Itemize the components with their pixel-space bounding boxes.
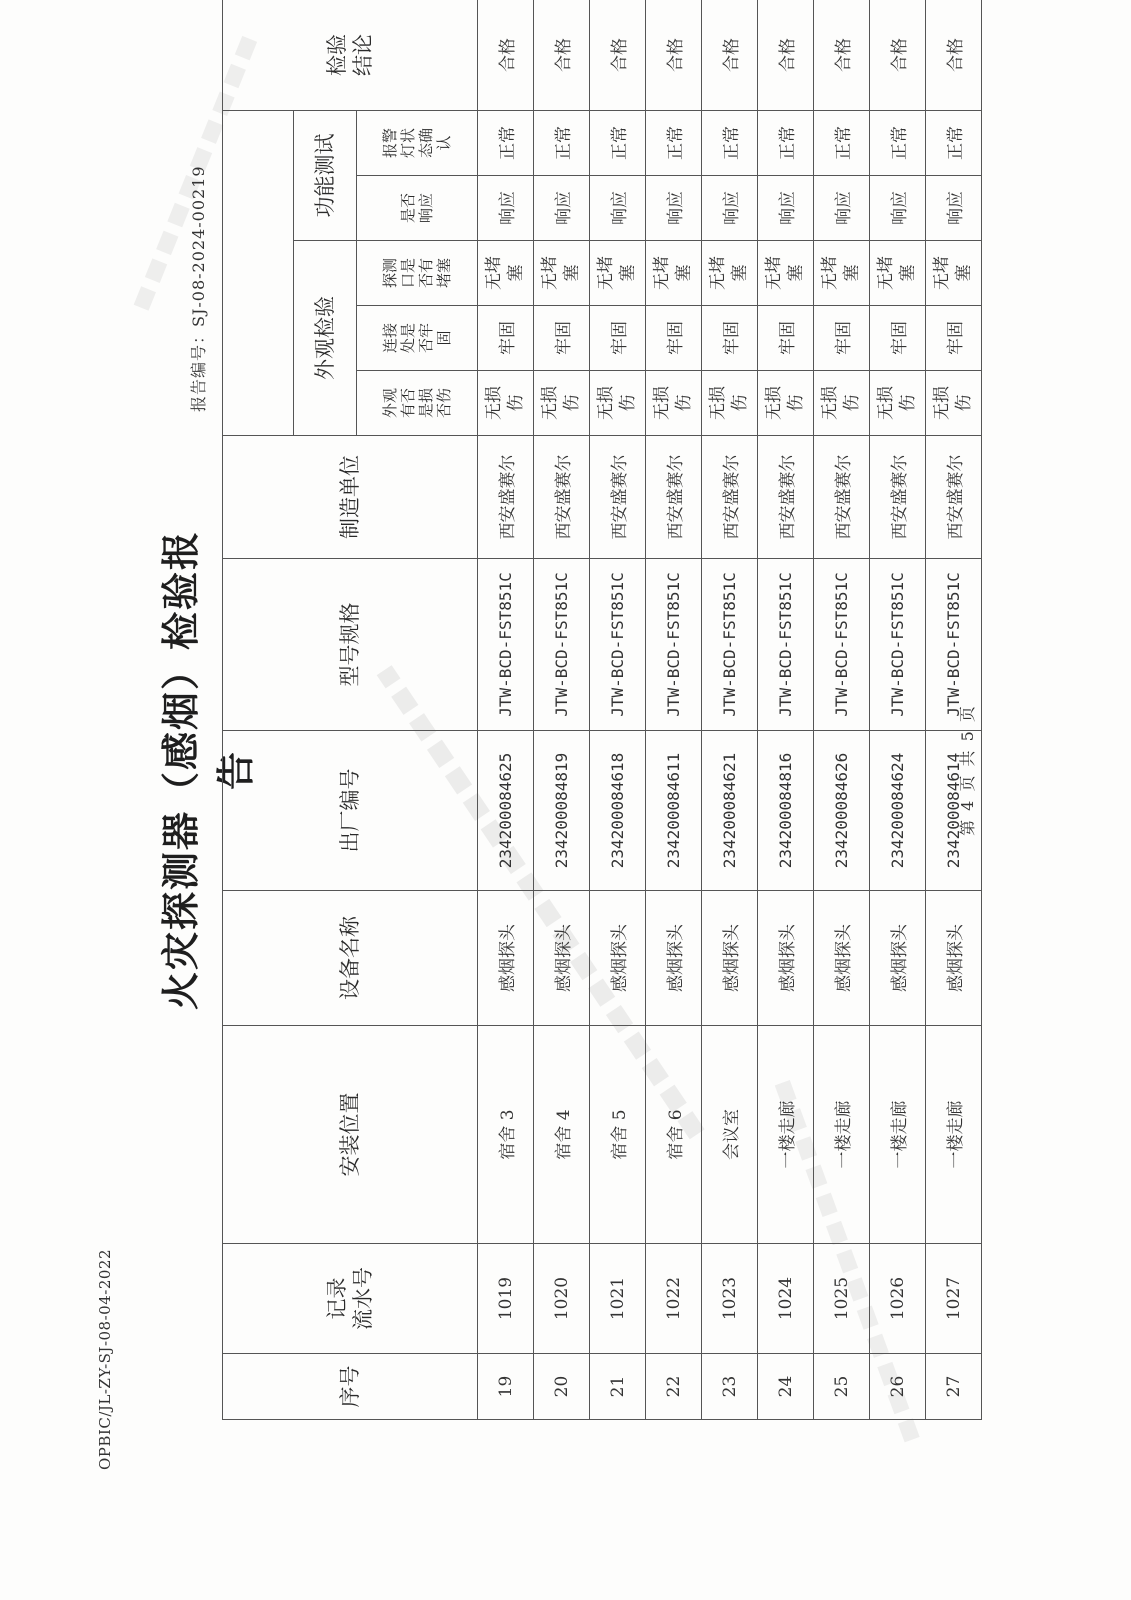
cell-location: 一楼走廊 (870, 1026, 926, 1244)
cell-conclusion: 合格 (702, 0, 758, 110)
inspection-table (222, 0, 982, 1420)
cell-serial-no: 234200084624 (870, 731, 926, 891)
header-record-no: 记录 流水号 (223, 1244, 478, 1354)
header-manufacturer: 制造单位 (223, 436, 478, 559)
cell-seq: 26 (870, 1354, 926, 1420)
cell-device-name: 感烟探头 (646, 891, 702, 1026)
cell-location: 一楼走廊 (814, 1026, 870, 1244)
cell-function-response: 响应 (702, 176, 758, 241)
cell-appearance-damage: 无损 伤 (534, 371, 590, 436)
cell-device-name: 感烟探头 (478, 891, 534, 1026)
cell-manufacturer: 西安盛赛尔 (702, 436, 758, 559)
cell-seq: 27 (926, 1354, 982, 1420)
cell-appearance-blocked: 无堵 塞 (814, 241, 870, 306)
cell-model: JTW-BCD-FST851C (870, 559, 926, 731)
cell-appearance-damage: 无损 伤 (590, 371, 646, 436)
cell-model: JTW-BCD-FST851C (534, 559, 590, 731)
cell-function-response: 响应 (646, 176, 702, 241)
cell-function-indicator: 正常 (758, 110, 814, 175)
cell-seq: 24 (758, 1354, 814, 1420)
cell-device-name: 感烟探头 (590, 891, 646, 1026)
cell-manufacturer: 西安盛赛尔 (646, 436, 702, 559)
cell-appearance-blocked: 无堵 塞 (758, 241, 814, 306)
cell-function-response: 响应 (814, 176, 870, 241)
cell-appearance-connection: 牢固 (702, 306, 758, 371)
cell-model: JTW-BCD-FST851C (926, 559, 982, 731)
page-title: 火灾探测器（感烟）检验报告 (159, 530, 258, 1011)
cell-appearance-blocked: 无堵 塞 (702, 241, 758, 306)
table-row (590, 0, 646, 1420)
table-row (814, 0, 870, 1420)
cell-device-name: 感烟探头 (758, 891, 814, 1026)
cell-appearance-connection: 牢固 (590, 306, 646, 371)
header-serial-no: 出厂编号 (223, 731, 478, 891)
cell-manufacturer: 西安盛赛尔 (814, 436, 870, 559)
cell-appearance-connection: 牢固 (478, 306, 534, 371)
table-row (646, 0, 702, 1420)
cell-location: 宿舍 6 (646, 1026, 702, 1244)
cell-appearance-connection: 牢固 (870, 306, 926, 371)
report-number: 报告编号：SJ-08-2024-00219 (189, 165, 208, 412)
header-model: 型号规格 (223, 559, 478, 731)
cell-device-name: 感烟探头 (926, 891, 982, 1026)
header-function-response: 是否 响应 (357, 176, 478, 241)
cell-conclusion: 合格 (870, 0, 926, 110)
cell-function-response: 响应 (590, 176, 646, 241)
cell-function-response: 响应 (758, 176, 814, 241)
cell-device-name: 感烟探头 (534, 891, 590, 1026)
cell-location: 一楼走廊 (758, 1026, 814, 1244)
cell-location: 宿舍 4 (534, 1026, 590, 1244)
cell-seq: 20 (534, 1354, 590, 1420)
cell-record-no: 1026 (870, 1244, 926, 1354)
cell-record-no: 1021 (590, 1244, 646, 1354)
cell-location: 宿舍 5 (590, 1026, 646, 1244)
header-appearance-blocked: 探测 口是 否有 堵塞 (357, 241, 478, 306)
cell-conclusion: 合格 (926, 0, 982, 110)
cell-conclusion: 合格 (758, 0, 814, 110)
cell-model: JTW-BCD-FST851C (814, 559, 870, 731)
cell-model: JTW-BCD-FST851C (590, 559, 646, 731)
cell-manufacturer: 西安盛赛尔 (870, 436, 926, 559)
table-row (702, 0, 758, 1420)
cell-record-no: 1027 (926, 1244, 982, 1354)
cell-appearance-damage: 无损 伤 (870, 371, 926, 436)
cell-device-name: 感烟探头 (702, 891, 758, 1026)
cell-function-response: 响应 (478, 176, 534, 241)
cell-device-name: 感烟探头 (870, 891, 926, 1026)
cell-appearance-blocked: 无堵 塞 (870, 241, 926, 306)
table-row (758, 0, 814, 1420)
cell-seq: 21 (590, 1354, 646, 1420)
cell-conclusion: 合格 (814, 0, 870, 110)
cell-function-indicator: 正常 (590, 110, 646, 175)
cell-conclusion: 合格 (534, 0, 590, 110)
header-location: 安装位置 (223, 1026, 478, 1244)
cell-appearance-damage: 无损 伤 (702, 371, 758, 436)
cell-appearance-blocked: 无堵 塞 (590, 241, 646, 306)
cell-serial-no: 234200084618 (590, 731, 646, 891)
cell-conclusion: 合格 (590, 0, 646, 110)
cell-manufacturer: 西安盛赛尔 (926, 436, 982, 559)
page-footer: 第 4 页 共 5 页 (958, 704, 977, 836)
cell-model: JTW-BCD-FST851C (702, 559, 758, 731)
cell-seq: 19 (478, 1354, 534, 1420)
cell-appearance-connection: 牢固 (646, 306, 702, 371)
cell-function-indicator: 正常 (870, 110, 926, 175)
cell-appearance-damage: 无损 伤 (646, 371, 702, 436)
cell-manufacturer: 西安盛赛尔 (758, 436, 814, 559)
header-device-name: 设备名称 (223, 891, 478, 1026)
cell-function-indicator: 正常 (534, 110, 590, 175)
cell-manufacturer: 西安盛赛尔 (478, 436, 534, 559)
cell-serial-no: 234200084611 (646, 731, 702, 891)
cell-serial-no: 234200084625 (478, 731, 534, 891)
cell-function-indicator: 正常 (814, 110, 870, 175)
cell-record-no: 1024 (758, 1244, 814, 1354)
header-appearance-function (223, 110, 294, 435)
cell-record-no: 1023 (702, 1244, 758, 1354)
cell-appearance-connection: 牢固 (926, 306, 982, 371)
cell-appearance-damage: 无损 伤 (926, 371, 982, 436)
header-conclusion: 检验 结论 (223, 0, 478, 110)
cell-record-no: 1025 (814, 1244, 870, 1354)
cell-serial-no: 234200084816 (758, 731, 814, 891)
table-row (478, 0, 534, 1420)
cell-appearance-connection: 牢固 (814, 306, 870, 371)
cell-appearance-blocked: 无堵 塞 (534, 241, 590, 306)
header-function: 功能测试 (294, 110, 357, 240)
cell-serial-no: 234200084626 (814, 731, 870, 891)
cell-appearance-connection: 牢固 (534, 306, 590, 371)
cell-appearance-blocked: 无堵 塞 (926, 241, 982, 306)
form-code: OPBIC/JL-ZY-SJ-08-04-2022 (96, 1249, 114, 1470)
cell-conclusion: 合格 (646, 0, 702, 110)
cell-manufacturer: 西安盛赛尔 (590, 436, 646, 559)
cell-record-no: 1019 (478, 1244, 534, 1354)
cell-location: 会议室 (702, 1026, 758, 1244)
cell-function-indicator: 正常 (926, 110, 982, 175)
cell-serial-no: 234200084621 (702, 731, 758, 891)
cell-model: JTW-BCD-FST851C (758, 559, 814, 731)
cell-manufacturer: 西安盛赛尔 (534, 436, 590, 559)
cell-conclusion: 合格 (478, 0, 534, 110)
cell-record-no: 1020 (534, 1244, 590, 1354)
cell-appearance-blocked: 无堵 塞 (646, 241, 702, 306)
cell-serial-no: 234200084819 (534, 731, 590, 891)
cell-seq: 22 (646, 1354, 702, 1420)
cell-appearance-damage: 无损 伤 (758, 371, 814, 436)
header-appearance-connection: 连接 处是 否牢 固 (357, 306, 478, 371)
cell-location: 一楼走廊 (926, 1026, 982, 1244)
cell-function-response: 响应 (534, 176, 590, 241)
cell-model: JTW-BCD-FST851C (646, 559, 702, 731)
cell-function-indicator: 正常 (702, 110, 758, 175)
cell-appearance-damage: 无损 伤 (814, 371, 870, 436)
cell-seq: 23 (702, 1354, 758, 1420)
cell-model: JTW-BCD-FST851C (478, 559, 534, 731)
cell-device-name: 感烟探头 (814, 891, 870, 1026)
cell-seq: 25 (814, 1354, 870, 1420)
header-seq: 序号 (223, 1354, 478, 1420)
cell-function-response: 响应 (870, 176, 926, 241)
cell-location: 宿舍 3 (478, 1026, 534, 1244)
cell-serial-no: 234200084614 (926, 731, 982, 891)
cell-appearance-blocked: 无堵 塞 (478, 241, 534, 306)
header-appearance: 外观检验 (294, 241, 357, 436)
header-function-indicator: 报警 灯状 态确 认 (357, 110, 478, 175)
cell-appearance-connection: 牢固 (758, 306, 814, 371)
cell-function-response: 响应 (926, 176, 982, 241)
cell-function-indicator: 正常 (646, 110, 702, 175)
header-appearance-damage: 外观 有否 是损 否伤 (357, 371, 478, 436)
cell-record-no: 1022 (646, 1244, 702, 1354)
table-row (870, 0, 926, 1420)
cell-appearance-damage: 无损 伤 (478, 371, 534, 436)
table-row (534, 0, 590, 1420)
cell-function-indicator: 正常 (478, 110, 534, 175)
